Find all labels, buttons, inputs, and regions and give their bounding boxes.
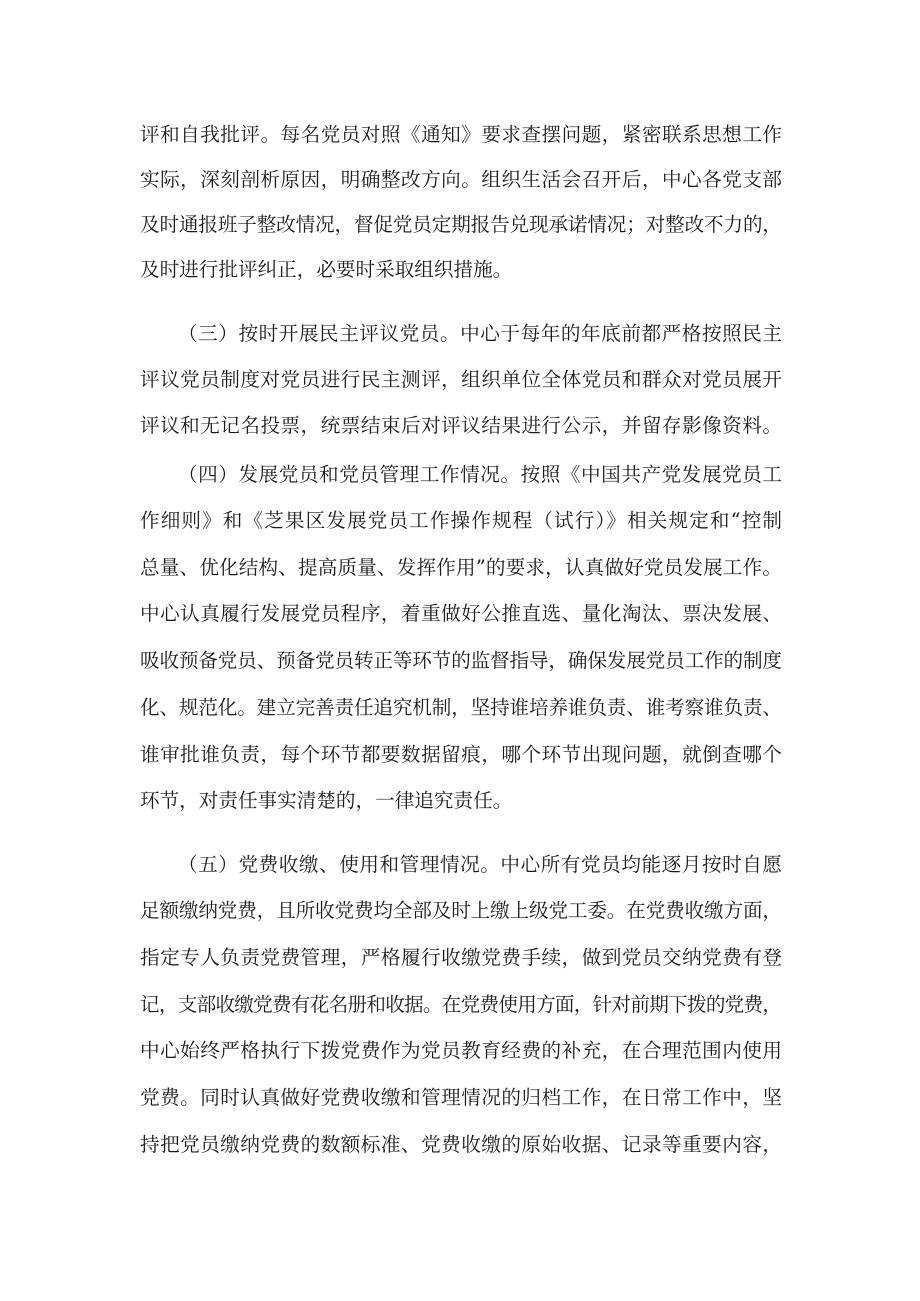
paragraph-3-line-1 [0,455,920,495]
paragraph-4-line-4 [0,985,920,1025]
text-line: 及时通报班子整改情况，督促党员定期报告兑现承诺情况；对整改不力的， [140,213,782,236]
paragraph-4-line-2 [0,891,920,931]
text-line: 评议和无记名投票，统票结束后对评议结果进行公示，并留存影像资料。 [140,414,783,437]
text-line: 评和自我批评。每名党员对照《通知》要求查摆问题，紧密联系思想工作 [140,123,783,146]
text-line: 化、规范化。建立完善责任追究机制，坚持谁培养谁负责、谁考察谁负责、 [140,696,782,719]
text-line: （三）按时开展民主评议党员。中心于每年的年底前都严格按照民主 [178,322,783,345]
paragraph-2-line-1 [0,314,920,354]
paragraph-4-line-1 [0,845,920,885]
text-line: 足额缴纳党费，且所收党费均全部及时上缴上级党工委。在党费收缴方面， [140,899,782,922]
paragraph-4-line-6 [0,1078,920,1118]
text-line: 谁审批谁负责，每个环节都要数据留痕，哪个环节出现问题，就倒查哪个 [140,743,783,766]
text-line: 吸收预备党员、预备党员转正等环节的监督指导，确保发展党员工作的制度 [140,649,782,672]
paragraph-1-line-3 [0,205,920,245]
text-line: 环节，对责任事实清楚的，一律追究责任。 [140,789,513,812]
text-line: 记，支部收缴党费有花名册和收据。在党费使用方面，针对前期下拨的党费， [140,993,782,1016]
paragraph-1-line-4 [0,250,920,290]
paragraph-4-line-7 [0,1125,920,1165]
paragraph-3-line-4 [0,594,920,634]
paragraph-4-line-5 [0,1031,920,1071]
paragraph-3-line-8 [0,781,920,821]
paragraph-3-line-5 [0,641,920,681]
paragraph-1-line-1 [0,115,920,155]
text-line: 党费。同时认真做好党费收缴和管理情况的归档工作，在日常工作中，坚 [140,1086,783,1109]
paragraph-3-line-2 [0,501,920,541]
paragraph-4-line-3 [0,938,920,978]
text-line: 实际，深刻剖析原因，明确整改方向。组织生活会召开后，中心各党支部 [140,168,783,191]
paragraph-3-line-3 [0,548,920,588]
text-line: 持把党员缴纳党费的数额标准、党费收缴的原始收据、记录等重要内容， [140,1133,783,1156]
text-line: 评议党员制度对党员进行民主测评，组织单位全体党员和群众对党员展开 [140,368,783,391]
paragraph-3-line-7 [0,735,920,775]
paragraph-2-line-2 [0,360,920,400]
text-line: 作细则》和《芝果区发展党员工作操作规程（试行）》相关规定和“控制 [140,509,784,532]
text-line: 中心始终严格执行下拨党费作为党员教育经费的补充，在合理范围内使用 [140,1039,783,1062]
text-line: 总量、优化结构、提高质量、发挥作用”的要求，认真做好党员发展工作。 [140,556,783,579]
paragraph-1-line-2 [0,160,920,200]
text-line: （五）党费收缴、使用和管理情况。中心所有党员均能逐月按时自愿 [178,853,783,876]
text-line: （四）发展党员和党员管理工作情况。按照《中国共产党发展党员工 [178,463,783,486]
text-line: 及时进行批评纠正，必要时采取组织措施。 [140,258,513,281]
text-line: 指定专人负责党费管理，严格履行收缴党费手续，做到党员交纳党费有登 [140,946,783,969]
paragraph-3-line-6 [0,688,920,728]
text-line: 中心认真履行发展党员程序，着重做好公推直选、量化淘汰、票决发展、 [140,602,783,625]
paragraph-2-line-3 [0,406,920,446]
